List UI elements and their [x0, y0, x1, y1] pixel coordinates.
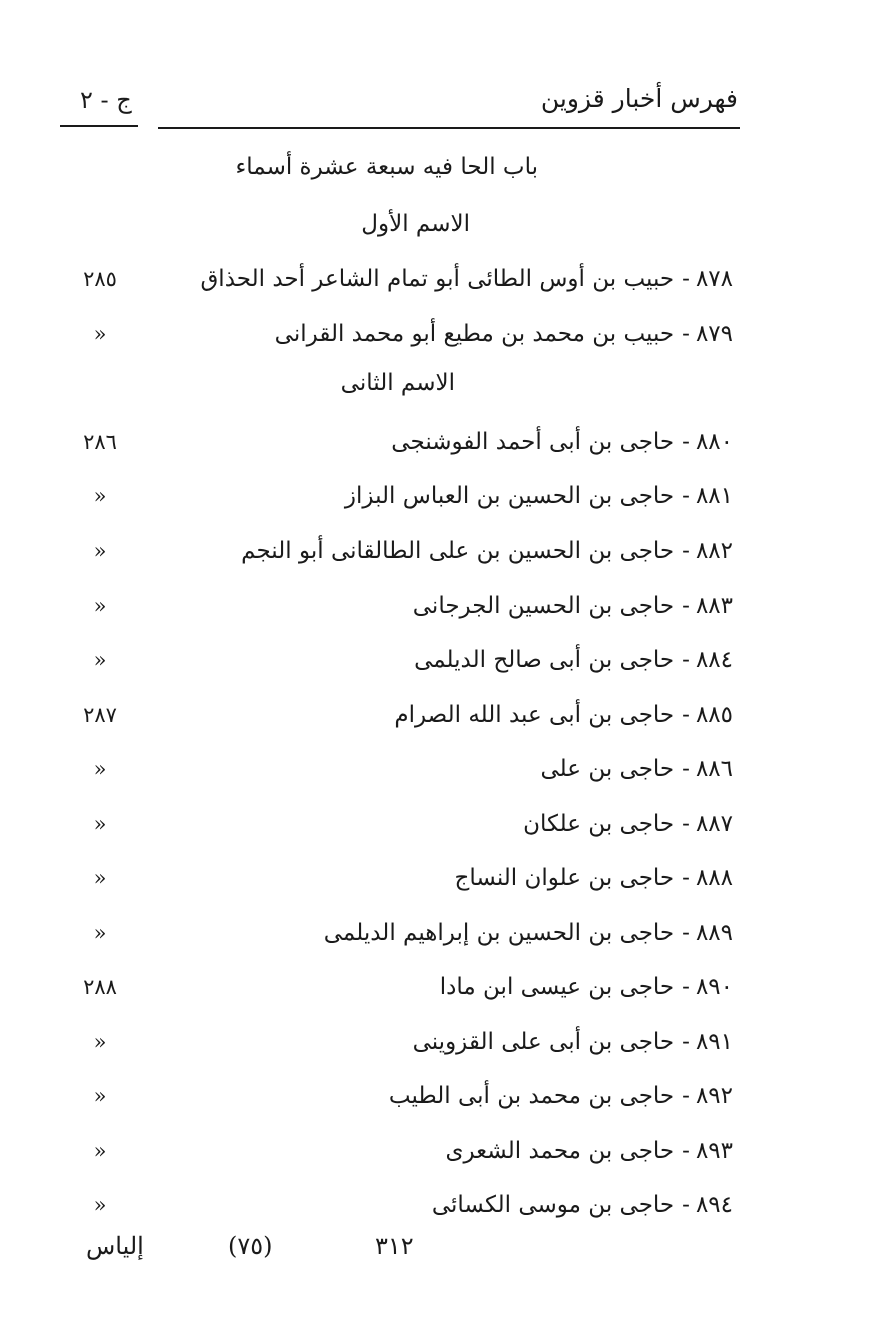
entry-name: حاجى بن أبى على القزوينى	[412, 1029, 675, 1055]
entry-name: حاجى بن محمد بن أبى الطيب	[388, 1083, 675, 1109]
entry-page: »	[93, 1084, 107, 1108]
entry-name: حبيب بن أوس الطائى أبو تمام الشاعر أحد الحذاق	[200, 266, 675, 292]
index-entry: ٨٩٤-حاجى بن موسى الكسائى	[431, 1192, 733, 1218]
entry-name: حاجى بن الحسين بن إبراهيم الديلمى	[323, 920, 675, 946]
index-entry: ٨٨٤-حاجى بن أبى صالح الديلمى	[414, 647, 733, 673]
entry-number: ٨٨٩	[695, 920, 733, 946]
entry-number: ٨٩٠	[695, 974, 733, 1000]
index-entry: ٨٩٣-حاجى بن محمد الشعرى	[445, 1138, 733, 1164]
entry-name: حاجى بن الحسين بن على الطالقانى أبو النجم	[241, 538, 675, 564]
entry-page: »	[93, 594, 107, 618]
footer-sheet-number: (٧٥)	[228, 1232, 273, 1260]
entry-page: »	[93, 1030, 107, 1054]
index-entry: ٨٨٨-حاجى بن علوان النساج	[454, 865, 733, 891]
entry-name: حاجى بن عيسى ابن مادا	[439, 974, 675, 1000]
footer-page-number: ٣١٢	[375, 1232, 414, 1260]
entry-name: حاجى بن أبى أحمد الفوشنجى	[391, 429, 675, 455]
entry-page: »	[93, 1193, 107, 1217]
entry-number: ٨٨٢	[695, 538, 733, 564]
entry-name: حاجى بن على	[540, 756, 675, 782]
entry-name: حاجى بن محمد الشعرى	[445, 1138, 675, 1164]
group-heading: الاسم الأول	[361, 211, 470, 237]
entry-name: حاجى بن الحسين الجرجانى	[412, 593, 675, 619]
entry-number: ٨٨١	[695, 483, 733, 509]
entry-name: حاجى بن موسى الكسائى	[431, 1192, 675, 1218]
entry-page: »	[93, 757, 107, 781]
entry-page: »	[93, 322, 107, 346]
footer-signature: إلياس	[86, 1232, 144, 1260]
entry-page: »	[93, 539, 107, 563]
section-title: باب الحا فيه سبعة عشرة أسماء	[235, 154, 538, 180]
header-rule-short	[60, 125, 138, 127]
entry-page: »	[93, 484, 107, 508]
index-entry: ٨٨٢-حاجى بن الحسين بن على الطالقانى أبو النجم	[241, 538, 733, 564]
entry-name: حاجى بن أبى عبد الله الصرام	[394, 702, 675, 728]
index-entry: ٨٨٧-حاجى بن علكان	[523, 811, 733, 837]
index-entry: ٨٨١-حاجى بن الحسين بن العباس البزاز	[344, 483, 733, 509]
index-entry: ٨٩١-حاجى بن أبى على القزوينى	[412, 1029, 733, 1055]
index-entry: ٨٨٠-حاجى بن أبى أحمد الفوشنجى	[391, 429, 733, 455]
index-entry: ٨٨٩-حاجى بن الحسين بن إبراهيم الديلمى	[323, 920, 733, 946]
volume-label: ج - ٢	[80, 86, 132, 114]
entry-page: »	[93, 812, 107, 836]
entry-page: ٢٨٦	[83, 430, 117, 454]
entry-name: حاجى بن أبى صالح الديلمى	[414, 647, 675, 673]
entry-number: ٨٨٦	[695, 756, 733, 782]
entry-name: حاجى بن علكان	[523, 811, 675, 837]
entry-page: ٢٨٨	[83, 975, 117, 999]
entry-number: ٨٨٠	[695, 429, 733, 455]
header-rule	[158, 127, 740, 129]
entry-page: »	[93, 1139, 107, 1163]
entry-number: ٨٨٤	[695, 647, 733, 673]
entry-number: ٨٨٥	[695, 702, 733, 728]
entry-number: ٨٨٧	[695, 811, 733, 837]
entry-name: حاجى بن الحسين بن العباس البزاز	[344, 483, 675, 509]
entry-number: ٨٨٣	[695, 593, 733, 619]
group-heading: الاسم الثانى	[340, 370, 455, 396]
entry-page: ٢٨٥	[83, 267, 117, 291]
entry-number: ٨٩٤	[695, 1192, 733, 1218]
index-entry: ٨٧٩-حبيب بن محمد بن مطيع أبو محمد القرانى	[274, 321, 733, 347]
entry-page: ٢٨٧	[83, 703, 117, 727]
entry-number: ٨٩١	[695, 1029, 733, 1055]
entry-number: ٨٧٨	[695, 266, 733, 292]
index-entry: ٨٨٦-حاجى بن على	[540, 756, 733, 782]
index-entry: ٨٩٠-حاجى بن عيسى ابن مادا	[439, 974, 733, 1000]
entry-page: »	[93, 866, 107, 890]
entry-number: ٨٩٢	[695, 1083, 733, 1109]
entry-name: حاجى بن علوان النساج	[454, 865, 675, 891]
entry-name: حبيب بن محمد بن مطيع أبو محمد القرانى	[274, 321, 675, 347]
entry-page: »	[93, 921, 107, 945]
entry-number: ٨٨٨	[695, 865, 733, 891]
entry-number: ٨٩٣	[695, 1138, 733, 1164]
running-title: فهرس أخبار قزوين	[540, 84, 738, 113]
index-entry: ٨٧٨-حبيب بن أوس الطائى أبو تمام الشاعر أحد الحذاق	[200, 266, 733, 292]
index-entry: ٨٨٥-حاجى بن أبى عبد الله الصرام	[394, 702, 733, 728]
entry-page: »	[93, 648, 107, 672]
entry-number: ٨٧٩	[695, 321, 733, 347]
index-entry: ٨٨٣-حاجى بن الحسين الجرجانى	[412, 593, 733, 619]
index-entry: ٨٩٢-حاجى بن محمد بن أبى الطيب	[388, 1083, 733, 1109]
